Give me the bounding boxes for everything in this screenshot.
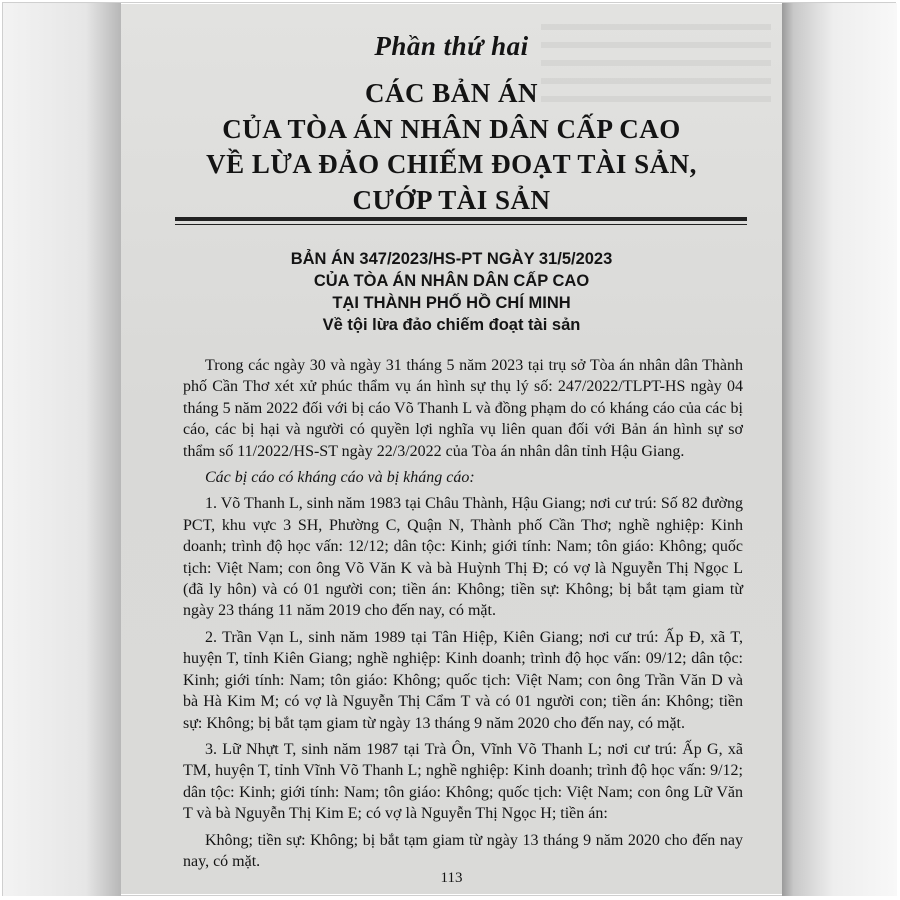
book-spine-shadow: [782, 3, 897, 896]
page-number: 113: [440, 870, 463, 886]
left-background: [3, 3, 121, 896]
part-title: Phần thứ hai: [374, 31, 529, 61]
defendant-paragraph: 2. Trần Vạn L, sinh năm 1989 tại Tân Hiệp, Kiên Giang; nơi cư trú: Ấp Đ, xã T, huyện T, tỉnh Kiên Giang; nghề nghiệp: Kinh doanh; trình độ học vấn: 09/12; dân tộc: Kinh; giới tính: Nam; tôn giáo: Không; quốc tịch: Việt Nam; con ông Trần Văn D và bà Hà Kim M; có vợ là Nguyễn Thị Cẩm T và có 01 người con; tiền án: Không; tiền sự: Không; bị bắt tạm giam từ ngày 13 tháng 9 năm 2020 cho đến nay, có mặt.: [183, 628, 743, 732]
heading-rule-thin: [175, 224, 747, 225]
defendant-paragraph: 3. Lữ Nhựt T, sinh năm 1987 tại Trà Ôn, Vĩnh Võ Thanh L; nơi cư trú: Ấp G, xã TM, huyện T, tỉnh Vĩnh Võ Thanh L; nghề nghiệp: Kinh doanh; trình độ học vấn: 9/12; dân tộc: Kinh; giới tính: Nam; tôn giáo: Không; quốc tịch: Việt Nam; con ông Lữ Văn T và bà Nguyễn Thị Kim E; có vợ là Nguyễn Thị Ngọc H; tiền án:: [183, 740, 743, 823]
heading-rule-thick: [175, 217, 747, 221]
verdict-title-line: CỦA TÒA ÁN NHÂN DÂN CẤP CAO: [313, 272, 590, 290]
verdict-title: [121, 248, 782, 336]
verdict-subtitle: Về tội lừa đảo chiếm đoạt tài sản: [322, 316, 581, 334]
book-page: [121, 4, 782, 894]
main-heading-line: VỀ LỪA ĐẢO CHIẾM ĐOẠT TÀI SẢN,: [206, 149, 697, 179]
verdict-title-line: TẠI THÀNH PHỐ HỒ CHÍ MINH: [332, 294, 571, 312]
verdict-title-line: BẢN ÁN 347/2023/HS-PT NGÀY 31/5/2023: [290, 250, 613, 268]
main-heading-line: CƯỚP TÀI SẢN: [352, 184, 551, 215]
defendants-heading: Các bị cáo có kháng cáo và bị kháng cáo:: [205, 469, 475, 487]
main-heading-line: CỦA TÒA ÁN NHÂN DÂN CẤP CAO: [222, 113, 681, 144]
main-heading: [121, 76, 782, 218]
body-text: [183, 355, 743, 877]
defendant-paragraph: 1. Võ Thanh L, sinh năm 1983 tại Châu Thành, Hậu Giang; nơi cư trú: Số 82 đường PCT, khu vực 3 SH, Phường C, Quận N, Thành phố Cần Thơ; nghề nghiệp: Kinh doanh; trình độ học vấn: 12/12; dân tộc: Kinh; giới tính: Nam; tôn giáo: Không; quốc tịch: Việt Nam; con ông Võ Văn K và bà Huỳnh Thị Đ; có vợ là Nguyễn Thị Ngọc L (đã ly hôn) và có 01 người con; tiền án: Không; tiền sự: Không; bị bắt tạm giam từ ngày 23 tháng 11 năm 2019 cho đến nay, có mặt.: [183, 495, 743, 620]
main-heading-line: CÁC BẢN ÁN: [365, 78, 538, 108]
intro-paragraph: Trong các ngày 30 và ngày 31 tháng 5 năm 2023 tại trụ sở Tòa án nhân dân Thành phố Cần Thơ xét xử phúc thẩm vụ án hình sự thụ lý số: 247/2022/TLPT-HS ngày 04 tháng 5 năm 2022 đối với bị cáo Võ Thanh L và đồng phạm do có kháng cáo của các bị cáo, các bị hại và người có quyền lợi nghĩa vụ liên quan đối với Bản án hình sự sơ thẩm số 11/2022/HS-ST ngày 22/3/2022 của Tòa án nhân dân tỉnh Hậu Giang.: [183, 357, 743, 460]
continuation-paragraph: Không; tiền sự: Không; bị bắt tạm giam từ ngày 13 tháng 9 năm 2020 cho đến nay nay, có mặt.: [183, 831, 743, 870]
